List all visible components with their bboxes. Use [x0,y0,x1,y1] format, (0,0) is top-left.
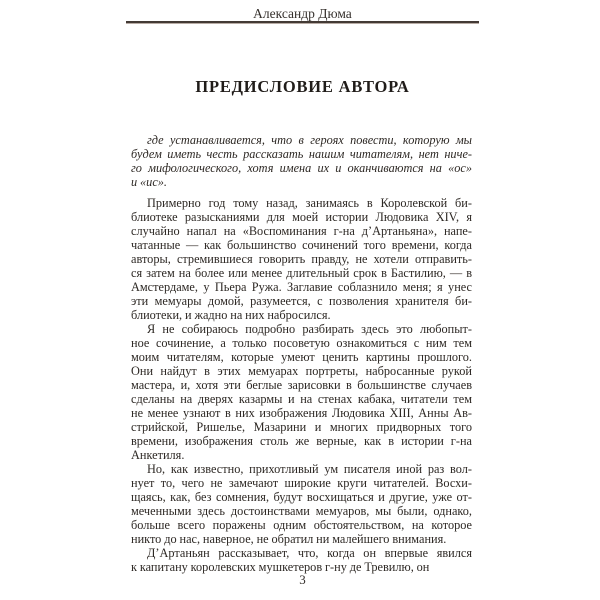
text-line: где устанавливается, что в героях повести, которую мы [147,133,472,147]
text-line: Но, как известно, прихотливый ум писателя иной раз вол- [147,462,472,476]
text-line: Д’Артаньян рассказывает, что, когда он впервые явился [147,546,472,560]
text-line: блиотеки, и жадно на них набросился. [131,308,331,322]
text-block [131,133,472,574]
text-line: будем иметь честь рассказать нашим читателям, нет ниче- [131,147,472,161]
paragraph [131,322,472,462]
text-line: моим читателям, которые умеют ценить картины прошлого. [131,350,472,364]
text-line: ся затем на более или менее длительный срок в Бастилию, — в [131,266,472,280]
text-line: блиотеке разысканиями для моей истории Людовика XIV, я [131,210,472,224]
text-line: нует то, чего не замечают широкие круги читателей. Восхи- [131,476,472,490]
text-line: Я не собираюсь подробно разбирать здесь это любопыт- [147,322,472,336]
text-line: времени, изображения столь же верные, как в истории г-на [131,434,472,448]
text-line: Они найдут в этих мемуарах портреты, набросанные рукой [131,364,472,378]
text-line: ное сочинение, а только посоветую ознакомиться с ним тем [131,336,472,350]
text-line: чатанные — как большинство сочинений того времени, когда [131,238,472,252]
text-line: авторы, стремившиеся говорить правду, не хотели отправить- [131,252,472,266]
page-number: 3 [299,572,306,587]
text-line: го мифологического, хотя имена их и оканчиваются на «ос» [131,161,472,175]
header-rule [126,21,479,24]
text-line: Примерно год тому назад, занимаясь в Королевской би- [147,196,472,210]
text-line: Анкетиля. [131,448,185,462]
text-line: к капитану королевских мушкетеров г-ну де Тревилю, он [131,560,430,574]
text-line: никто до нас, наверное, не обратил ни малейшего внимания. [131,532,447,546]
text-line: мастера, и, хотя эти беглые зарисовки в большинстве случаев [131,378,472,392]
text-line: больше всего поражены одним обстоятельством, на которое [131,518,472,532]
text-line: и «ис». [131,175,168,189]
text-line: щаясь, как, без сомнения, будут восхищаться и другие, уже от- [131,490,472,504]
epigraph [131,133,472,189]
paragraph [131,196,472,322]
paragraph [131,462,472,546]
text-line: меченными здесь достоинствами мемуаров, мы были, однако, [131,504,472,518]
paragraph [131,546,472,574]
text-line: случайно напал на «Воспоминания г-на д’Артаньяна», напе- [131,224,472,238]
chapter-title: ПРЕДИСЛОВИЕ АВТОРА [195,77,410,96]
text-line: Амстердаме, у Пьера Ружа. Заглавие соблазнило меня; я унес [131,280,472,294]
text-line: сделаны на дверях казармы и на стенах кабака, читатели тем [131,392,472,406]
text-line: не менее узнают в них изображения Людовика XIII, Анны Ав- [131,406,472,420]
text-line: стрийской, Ришелье, Мазарини и многих придворных того [131,420,472,434]
text-line: эти мемуары домой, разумеется, с позволения хранителя би- [131,294,472,308]
running-head: Александр Дюма [253,6,352,21]
body-paragraphs [131,196,472,574]
